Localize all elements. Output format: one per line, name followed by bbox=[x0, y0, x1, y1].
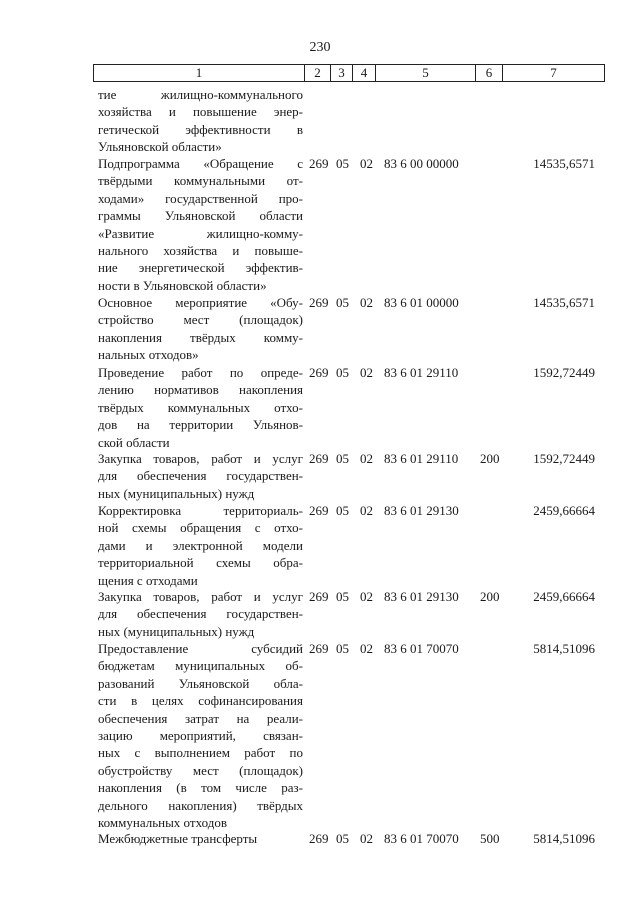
column-header-table bbox=[93, 64, 605, 82]
column-header-row bbox=[94, 65, 605, 82]
description-line: нальных отходов» bbox=[98, 347, 199, 363]
description-line: щения с отходами bbox=[98, 572, 198, 588]
code-cs: 83 6 01 29130 bbox=[384, 503, 459, 518]
description-line: зацию мероприятий, связан- bbox=[98, 728, 303, 744]
description-line: дами и электронной модели bbox=[98, 537, 303, 553]
description-line: Подпрограмма «Обращение с bbox=[98, 156, 303, 171]
header-col-5: 5 bbox=[376, 65, 476, 82]
header-col-2: 2 bbox=[305, 65, 331, 82]
row-description bbox=[98, 830, 303, 847]
description-line: накопления твёрдых комму- bbox=[98, 329, 303, 345]
code-pr: 02 bbox=[360, 641, 373, 656]
row-description bbox=[98, 86, 303, 156]
description-line: Закупка товаров, работ и услуг bbox=[98, 451, 303, 466]
description-line: для обеспечения государствен- bbox=[98, 606, 303, 622]
code-rz: 05 bbox=[336, 589, 349, 604]
description-line: обеспечения затрат на реали- bbox=[98, 710, 303, 726]
description-line: ходами» государственной про- bbox=[98, 190, 303, 206]
description-line: для обеспечения государствен- bbox=[98, 468, 303, 484]
code-cs: 83 6 01 29130 bbox=[384, 589, 459, 604]
code-cs: 83 6 01 70070 bbox=[384, 831, 459, 846]
amount: 14535,6571 bbox=[533, 295, 595, 310]
description-line: граммы Ульяновской области bbox=[98, 208, 303, 224]
description-line: ных с выполнением работ по bbox=[98, 745, 303, 761]
description-line: обустройству мест (площадок) bbox=[98, 762, 303, 778]
description-line: коммунальных отходов bbox=[98, 815, 227, 831]
description-line: дов на территории Ульянов- bbox=[98, 417, 303, 433]
description-line: нального хозяйства и повыше- bbox=[98, 243, 303, 259]
page-number: 230 bbox=[309, 40, 331, 55]
description-line: территориальной схемы обра- bbox=[98, 555, 303, 571]
amount: 2459,66664 bbox=[533, 589, 595, 604]
row-description bbox=[98, 294, 303, 364]
header-col-4: 4 bbox=[353, 65, 376, 82]
description-line: лению нормативов накопления bbox=[98, 382, 303, 398]
code-pr: 02 bbox=[360, 365, 373, 380]
description-line: твёрдых коммунальных отхо- bbox=[98, 399, 303, 415]
row-description bbox=[98, 155, 303, 294]
description-line: ности в Ульяновской области» bbox=[98, 277, 267, 293]
code-rz: 05 bbox=[336, 365, 349, 380]
description-line: гетической эффективности в bbox=[98, 121, 303, 137]
code-cs: 83 6 01 00000 bbox=[384, 295, 459, 310]
description-line: ных (муниципальных) нужд bbox=[98, 623, 255, 639]
code-pr: 02 bbox=[360, 295, 373, 310]
description-line: ной схемы обращения с отхо- bbox=[98, 520, 303, 536]
code-gr: 269 bbox=[309, 831, 329, 846]
amount: 5814,51096 bbox=[533, 641, 595, 656]
row-description bbox=[98, 364, 303, 451]
code-pr: 02 bbox=[360, 156, 373, 171]
code-gr: 269 bbox=[309, 295, 329, 310]
code-gr: 269 bbox=[309, 641, 329, 656]
code-rz: 05 bbox=[336, 156, 349, 171]
description-line: Ульяновской области» bbox=[98, 139, 222, 155]
code-vr: 500 bbox=[480, 831, 500, 846]
code-gr: 269 bbox=[309, 451, 329, 466]
code-pr: 02 bbox=[360, 831, 373, 846]
header-col-6: 6 bbox=[476, 65, 503, 82]
row-description bbox=[98, 450, 303, 502]
amount: 14535,6571 bbox=[533, 156, 595, 171]
row-description bbox=[98, 588, 303, 640]
code-gr: 269 bbox=[309, 156, 329, 171]
amount: 1592,72449 bbox=[533, 365, 595, 380]
code-rz: 05 bbox=[336, 641, 349, 656]
description-line: сти в целях софинансирования bbox=[98, 693, 303, 709]
code-vr: 200 bbox=[480, 451, 500, 466]
description-line: дельного накопления) твёрдых bbox=[98, 797, 303, 813]
description-line: Корректировка территориаль- bbox=[98, 503, 303, 518]
description-line: «Развитие жилищно-комму- bbox=[98, 225, 303, 241]
description-line: ской области bbox=[98, 434, 170, 450]
description-line: стройство мест (площадок) bbox=[98, 312, 303, 328]
amount: 2459,66664 bbox=[533, 503, 595, 518]
code-cs: 83 6 00 00000 bbox=[384, 156, 459, 171]
description-line: ние энергетической эффектив- bbox=[98, 260, 303, 276]
code-gr: 269 bbox=[309, 589, 329, 604]
code-rz: 05 bbox=[336, 503, 349, 518]
code-cs: 83 6 01 70070 bbox=[384, 641, 459, 656]
description-line: тие жилищно-коммунального bbox=[98, 87, 303, 102]
description-line: бюджетам муниципальных об- bbox=[98, 658, 303, 674]
description-line: Закупка товаров, работ и услуг bbox=[98, 589, 303, 604]
code-cs: 83 6 01 29110 bbox=[384, 451, 459, 466]
header-col-3: 3 bbox=[331, 65, 353, 82]
description-line: хозяйства и повышение энер- bbox=[98, 104, 303, 120]
amount: 5814,51096 bbox=[533, 831, 595, 846]
code-pr: 02 bbox=[360, 503, 373, 518]
amount: 1592,72449 bbox=[533, 451, 595, 466]
header-col-1: 1 bbox=[94, 65, 305, 82]
code-gr: 269 bbox=[309, 503, 329, 518]
code-vr: 200 bbox=[480, 589, 500, 604]
code-cs: 83 6 01 29110 bbox=[384, 365, 459, 380]
row-description bbox=[98, 640, 303, 831]
description-line: накопления (в том числе раз- bbox=[98, 780, 303, 796]
code-pr: 02 bbox=[360, 589, 373, 604]
description-line: Проведение работ по опреде- bbox=[98, 365, 303, 380]
description-line: Предоставление субсидий bbox=[98, 641, 303, 656]
code-rz: 05 bbox=[336, 451, 349, 466]
description-line: твёрдыми коммунальными от- bbox=[98, 173, 303, 189]
description-line: разований Ульяновской обла- bbox=[98, 675, 303, 691]
code-gr: 269 bbox=[309, 365, 329, 380]
description-line: ных (муниципальных) нужд bbox=[98, 485, 255, 501]
code-pr: 02 bbox=[360, 451, 373, 466]
row-description bbox=[98, 502, 303, 589]
header-col-7: 7 bbox=[503, 65, 605, 82]
code-rz: 05 bbox=[336, 295, 349, 310]
description-line: Основное мероприятие «Обу- bbox=[98, 295, 303, 310]
code-rz: 05 bbox=[336, 831, 349, 846]
description-line: Межбюджетные трансферты bbox=[98, 831, 258, 846]
